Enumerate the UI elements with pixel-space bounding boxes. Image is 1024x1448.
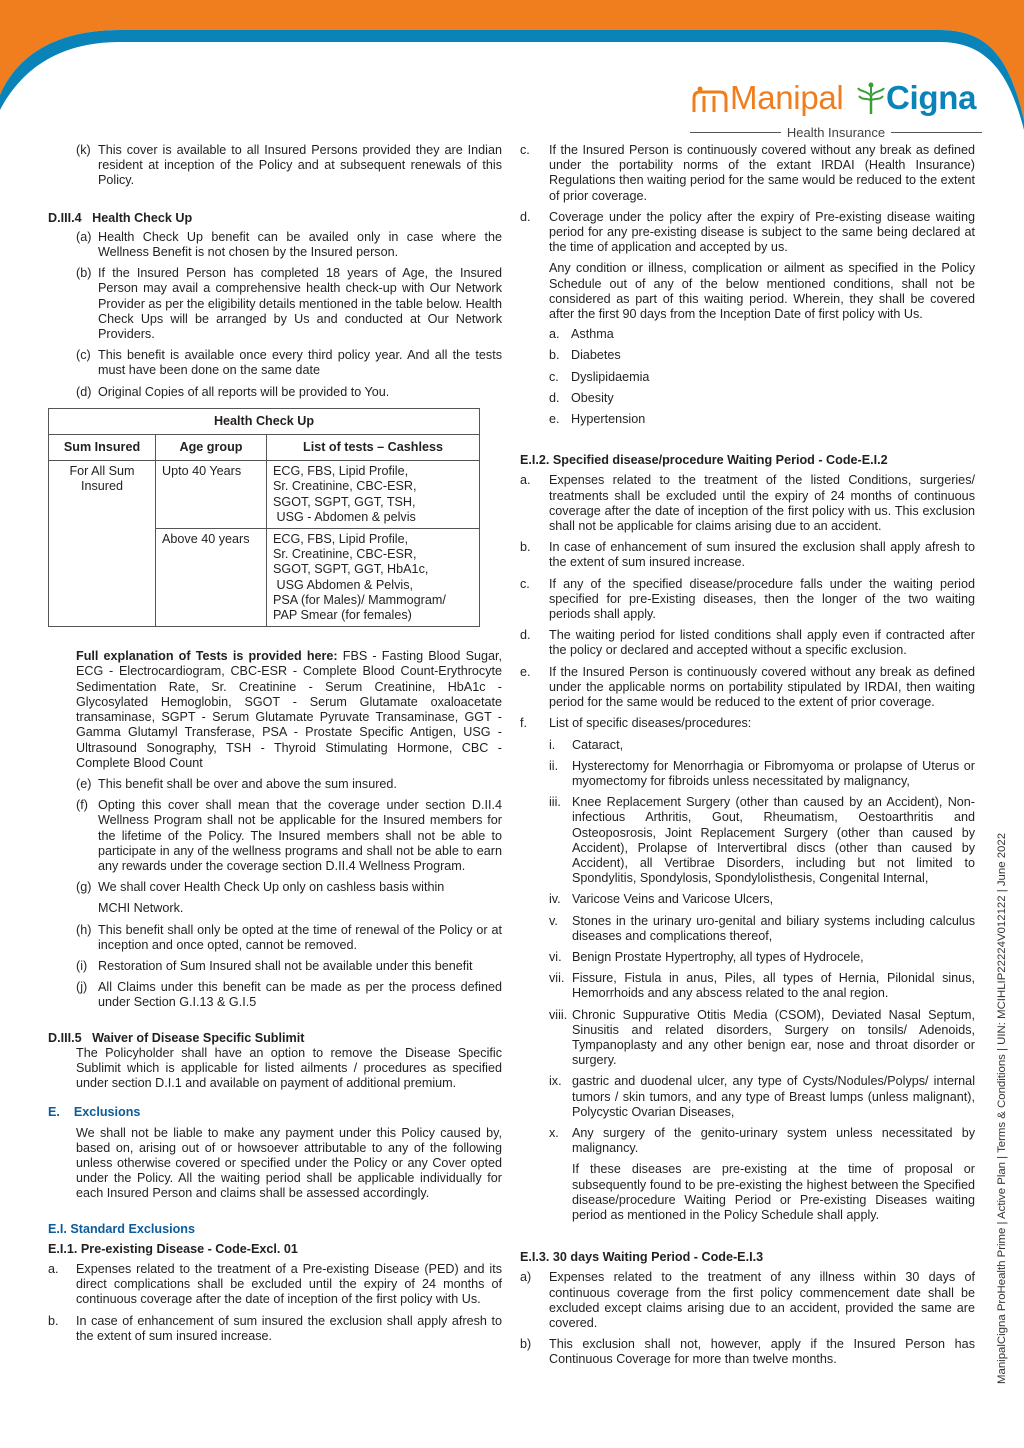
logo-subtitle-text: Health Insurance [786, 125, 886, 140]
table-title: Health Check Up [49, 408, 480, 434]
test-line: USG - Abdomen & pelvis [273, 509, 416, 524]
health-check-list-continued [48, 777, 502, 1011]
section-title: Waiver of Disease Specific Sublimit [92, 1030, 305, 1045]
list-text: This benefit is available once every third policy year. And all the tests must have been done on the same date [98, 348, 502, 378]
table-cell: Upto 40 Years [156, 461, 267, 529]
list-marker: iv. [549, 892, 561, 907]
section-heading-d35 [48, 1031, 502, 1046]
list-text: Fissure, Fistula in anus, Piles, all types of Hernia, Pilonidal sinus, Hemorrhoids and any abscess related to the anal region. [572, 971, 975, 1001]
test-line: SGOT, SGPT, GGT, TSH, [273, 494, 416, 509]
ei3-heading: E.I.3. 30 days Waiting Period - Code-E.I.3 [520, 1250, 764, 1265]
list-text: gastric and duodenal ulcer, any type of Cysts/Nodules/Polyps/ internal tumors / skin tumors, and any type of Breast lumps (unless malignant), Polycystic Ovarian Diseases, [572, 1074, 975, 1119]
ei2-list [520, 473, 975, 731]
list-marker: vii. [549, 971, 565, 986]
list-text: This cover is available to all Insured Persons provided they are Indian resident at inception of the Policy and at subsequent renewals of this Policy. [98, 143, 502, 188]
list-marker: (f) [76, 798, 88, 813]
list-text: MCHI Network. [98, 901, 184, 916]
list-item [76, 348, 502, 378]
list-marker: a. [520, 473, 531, 488]
test-line: PSA (for Males)/ Mammogram/ [273, 592, 446, 607]
list-text: Expenses related to the treatment of any illness within 30 days of continuous coverage from the first policy commencement date shall be excluded except claims arising due to an accident, provided the same are covered. [549, 1270, 975, 1330]
list-text: Hypertension [571, 412, 646, 427]
list-text: Cataract, [572, 737, 624, 752]
list-item [549, 348, 975, 363]
list-text: If the Insured Person has completed 18 years of Age, the Insured Person may avail a comprehensive health check-up with Our Network Provider as per the eligibility details mentioned in the table below. Health Check Ups will be arranged by Us and conducted at Our Network Providers. [98, 266, 502, 342]
list-item [520, 210, 975, 256]
table-row [49, 461, 480, 529]
test-line: PAP Smear (for females) [273, 608, 412, 623]
list-item [520, 716, 975, 731]
list-marker: (k) [76, 143, 91, 157]
table-header: Age group [156, 435, 267, 461]
list-text: Restoration of Sum Insured shall not be available under this benefit [98, 958, 473, 973]
list-item [76, 980, 502, 1010]
list-text: Original Copies of all reports will be provided to You. [98, 384, 390, 399]
tests-explanation [48, 649, 502, 771]
exclusions-paragraph: We shall not be liable to make any payment under this Policy caused by, based on, arising out of or howsoever attributable to any of the following unless otherwise covered or specified under the Policy or any Cover opted under the Policy. All the waiting period shall be applicable individually for each Insured Person and claims shall be assessed accordingly. [76, 1125, 502, 1201]
list-item [76, 385, 502, 400]
list-marker: vi. [549, 949, 562, 964]
list-item [520, 1337, 975, 1367]
list-marker: a) [520, 1270, 532, 1285]
list-marker: (h) [76, 922, 92, 937]
list-item [48, 1262, 502, 1308]
test-line: Sr. Creatinine, CBC-ESR, [273, 547, 417, 562]
list-marker: a. [48, 1261, 59, 1276]
list-marker: (j) [76, 980, 88, 995]
list-marker: i. [549, 737, 556, 752]
list-marker: (c) [76, 348, 91, 363]
list-item [549, 1074, 975, 1120]
list-marker: (e) [76, 776, 92, 791]
list-text: Health Check Up benefit can be availed only in case where the Wellness Benefit is not chosen by the Insured person. [98, 229, 502, 260]
list-marker: a. [549, 327, 560, 342]
list-text: Expenses related to the treatment of the listed Conditions, surgeries/ treatments shall be excluded until the expiry of 24 months of continuous coverage after the date of inception of the first policy with us. This exclusion shall not be applicable for claims arising due to an accident. [549, 473, 975, 534]
list-text: Knee Replacement Surgery (other than caused by an Accident), Non-infectious Arthritis, Gout, Rheumatism, Oestoarthritis and Osteoposrosis, Joint Replacement Surgery (other than caused by Accident), Prolapse of Intervertibral discs (other than caused by Accident), all Vertibrae Disorders, including but not limited to Spondylitis, Spondylosis, Spondylolisthesis, Congenital Internal, [572, 795, 975, 886]
logo-subtitle [690, 125, 982, 140]
list-marker: (b) [76, 266, 92, 281]
list-text: Obesity [571, 390, 614, 405]
section-title: Exclusions [73, 1105, 141, 1120]
health-check-table [48, 408, 480, 627]
list-marker: b. [520, 540, 531, 555]
list-item [549, 391, 975, 406]
list-item [520, 473, 975, 534]
list-text: This benefit shall only be opted at the time of renewal of the Policy or at inception and once opted, cannot be removed. [98, 922, 502, 952]
table-cell: For All Sum Insured [49, 461, 156, 627]
section-number: D.III.4 [48, 210, 82, 225]
list-item [549, 412, 975, 427]
ei1-list [48, 1262, 502, 1344]
list-text: Dyslipidaemia [571, 369, 650, 384]
list-marker: (d) [76, 384, 92, 399]
test-line: ECG, FBS, Lipid Profile, [273, 532, 409, 547]
ei1-list-continued [520, 143, 975, 255]
explanation-label: Full explanation of Tests is provided here: [76, 649, 338, 664]
left-column [48, 143, 502, 1350]
list-marker: (g) [76, 880, 92, 895]
standard-exclusions-heading: E.I. Standard Exclusions [48, 1221, 195, 1236]
list-item [549, 738, 975, 753]
list-item [76, 798, 502, 874]
logo-manipal-text: Manipal [730, 79, 844, 116]
explanation-text: FBS - Fasting Blood Sugar, ECG - Electrocardiogram, CBC-ESR - Complete Blood Count-Erythrocyte Sedimentation Rate, Sr. Creatinine - Serum Creatinine, HbA1c - Glycosylated Hemoglobin, SGOT - Serum Glutamate oxaloacetate transaminase, SGPT - Serum Glutamate Pyruvate Transaminase, GGT - Gamma Glutamyl Transferase, PSA - Prostate Specific Antigen, USG - Ultrasound Sonography, TSH - Thyroid Stimulating Hormone, CBC - Complete Blood Count [76, 649, 502, 770]
list-text: If any of the specified disease/procedure falls under the waiting period specified for pre-Existing diseases, then the longer of the two waiting periods shall apply. [549, 576, 975, 622]
list-item [549, 327, 975, 342]
list-item [549, 914, 975, 944]
list-text: If the Insured Person is continuously covered without any break as defined under the portability norms of the extant IRDAI (Health Insurance) Regulations then waiting period for the same would be reduced to the extent of prior coverage. [549, 143, 975, 203]
list-item [549, 892, 975, 907]
list-text: Coverage under the policy after the expiry of Pre-existing disease waiting period for any pre-existing disease is subject to the same being declared at the time of application and accepted by us. [549, 209, 975, 255]
list-item [520, 665, 975, 711]
list-marker: c. [520, 576, 530, 591]
list-item [520, 628, 975, 658]
list-text: Benign Prostate Hypertrophy, all types of Hydrocele, [572, 949, 864, 964]
manipal-mark-icon [692, 86, 728, 114]
list-marker: f. [520, 716, 527, 731]
list-item [549, 1126, 975, 1156]
list-item-k [48, 143, 502, 189]
right-column [520, 143, 975, 1374]
list-item [549, 1008, 975, 1069]
list-marker: e. [520, 664, 531, 679]
conditions-list [520, 327, 975, 427]
list-marker: x. [549, 1125, 559, 1140]
list-item [76, 880, 502, 895]
list-marker: c. [549, 369, 559, 384]
list-item [549, 950, 975, 965]
list-marker: b. [549, 348, 560, 363]
list-item [520, 143, 975, 204]
list-marker [76, 901, 98, 916]
list-item [76, 266, 502, 342]
d35-paragraph: The Policyholder shall have an option to remove the Disease Specific Sublimit which is applicable for listed ailments / procedures as specified under section D.I.1 and available on payment of additional premium. [76, 1045, 502, 1091]
list-marker: d. [520, 628, 531, 643]
list-marker: (i) [76, 958, 88, 973]
section-heading-exclusions [48, 1105, 502, 1120]
list-marker: e. [549, 412, 560, 427]
list-item [76, 959, 502, 974]
list-marker: b. [48, 1313, 59, 1328]
list-text: If the Insured Person is continuously covered without any break as defined under the applicable norms on portability stipulated by IRDAI, then waiting period for the same would be reduced to the extent of prior coverage. [549, 664, 975, 710]
section-title: Health Check Up [92, 210, 193, 225]
list-marker: d. [520, 209, 531, 224]
list-text: Diabetes [571, 348, 621, 363]
list-marker: b) [520, 1337, 532, 1352]
list-item [520, 540, 975, 570]
list-text: The waiting period for listed conditions shall apply even if contracted after the policy or declared and accepted without a specific exclusion. [549, 628, 975, 658]
list-item [549, 759, 975, 789]
list-marker: c. [520, 143, 530, 157]
ei1-heading: E.I.1. Pre-existing Disease - Code-Excl. 01 [48, 1241, 298, 1256]
list-marker: viii. [549, 1007, 568, 1022]
list-item [76, 901, 502, 916]
waiting-period-paragraph: Any condition or illness, complication or ailment as specified in the Policy Schedule out of any of the below mentioned conditions, shall not be considered as part of this waiting period. Wherein, they shall be covered after the first 90 days from the Inception Date of first policy with Us. [549, 261, 975, 322]
list-text: Any surgery of the genito-urinary system unless necessitated by malignancy. [572, 1125, 975, 1156]
list-text: In case of enhancement of sum insured the exclusion shall apply afresh to the extent of sum insured increase. [76, 1313, 502, 1343]
table-cell-tests [267, 529, 480, 627]
test-line: SGOT, SGPT, GGT, HbA1c, [273, 562, 429, 577]
list-text: Hysterectomy for Menorrhagia or Fibromyoma or prolapse of Uterus or myomectomy for fibroids unless necessitated by malignancy, [572, 758, 975, 788]
section-number: E. [48, 1105, 60, 1120]
list-text: All Claims under this benefit can be made as per the process defined under Section G.I.13 & G.I.5 [98, 980, 502, 1010]
table-header: Sum Insured [49, 435, 156, 461]
table-header: List of tests – Cashless [267, 435, 480, 461]
ei3-list [520, 1270, 975, 1367]
list-marker: v. [549, 913, 558, 928]
test-line: Sr. Creatinine, CBC-ESR, [273, 479, 417, 494]
table-cell: Above 40 years [156, 529, 267, 627]
list-item [520, 577, 975, 623]
ei2-heading: E.I.2. Specified disease/procedure Waiting Period - Code-E.I.2 [520, 453, 888, 468]
list-text: This exclusion shall not, however, apply if the Insured Person has Continuous Coverage for more than twelve months. [549, 1337, 975, 1367]
list-text: In case of enhancement of sum insured the exclusion shall apply afresh to the extent of sum insured increase. [549, 540, 975, 570]
logo-cigna-text: Cigna [886, 79, 977, 116]
section-number: D.III.5 [48, 1030, 82, 1045]
list-text: Varicose Veins and Varicose Ulcers, [572, 892, 774, 907]
list-item [76, 777, 502, 792]
pre-existing-paragraph: If these diseases are pre-existing at the time of proposal or subsequently found to be pre-existing the highest between the Specified disease/procedure Waiting Period or Pre-existing Diseases waiting period as mentioned in the Policy Schedule shall apply. [572, 1162, 975, 1222]
list-text: Chronic Suppurative Otitis Media (CSOM), Deviated Nasal Septum, Sinusitis and related disorders, Surgery on tonsils/ Adenoids, Tympanoplasty and any other benign ear, nose and throat disorder or surgery. [572, 1007, 975, 1068]
list-text: We shall cover Health Check Up only on cashless basis within [98, 880, 445, 895]
list-text: Opting this cover shall mean that the coverage under section D.II.4 Wellness Program shall not be applicable for the Insured members for the lifetime of the Policy. The Insured members shall not be able to participate in any of the wellness programs and shall not be able to earn any rewards under the coverage section D.II.4 Wellness Program. [98, 798, 502, 873]
diseases-list [520, 738, 975, 1157]
list-marker: (a) [76, 229, 92, 244]
list-marker: ix. [549, 1074, 562, 1089]
list-item [48, 1314, 502, 1344]
list-text: Stones in the urinary uro-genital and biliary systems including calculus diseases and complications thereof, [572, 913, 975, 943]
list-item [76, 923, 502, 953]
list-text: List of specific diseases/procedures: [549, 716, 752, 731]
list-marker: d. [549, 390, 560, 405]
test-line: USG Abdomen & Pelvis, [273, 577, 413, 592]
brand-logo [690, 78, 990, 148]
list-item [549, 370, 975, 385]
list-item [76, 230, 502, 260]
side-footer: ManipalCigna ProHealth Prime | Active Plan | Terms & Conditions | UIN: MCIHLIP22224V012122 | June 2022 [996, 832, 1008, 1384]
cigna-tree-icon [856, 82, 886, 116]
list-marker: iii. [549, 795, 561, 810]
list-text: Asthma [571, 327, 614, 342]
list-text: Expenses related to the treatment of a Pre-existing Disease (PED) and its direct complications shall be excluded until the expiry of 24 months of continuous coverage after the date of inception of the first policy with Us. [76, 1261, 502, 1307]
health-check-list [48, 230, 502, 400]
test-line: ECG, FBS, Lipid Profile, [273, 464, 409, 479]
list-item [520, 1270, 975, 1331]
table-cell-tests [267, 461, 480, 529]
list-item [549, 971, 975, 1001]
list-text: This benefit shall be over and above the sum insured. [98, 776, 397, 791]
section-heading-d34 [48, 211, 502, 226]
list-marker: ii. [549, 758, 559, 773]
list-item [549, 795, 975, 886]
